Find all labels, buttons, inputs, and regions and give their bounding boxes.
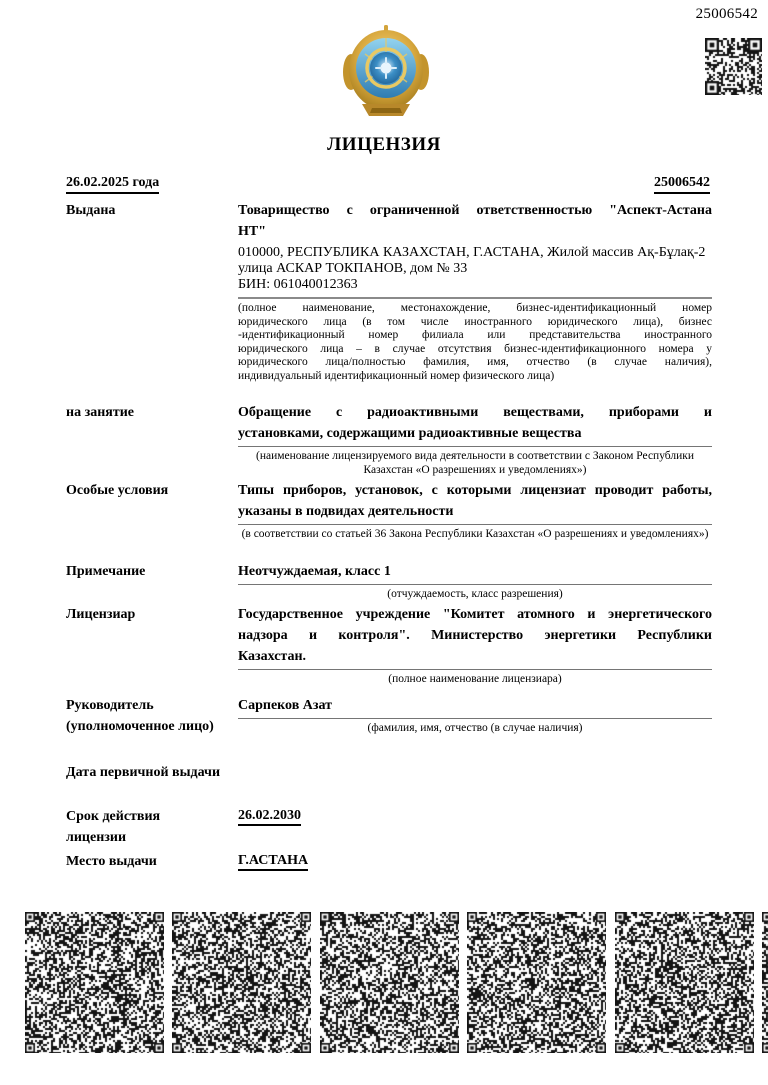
qr-code-icon [705,38,762,95]
stacked-2d-barcode [25,912,164,1053]
stacked-2d-barcode [320,912,459,1053]
field-caption-note: (отчуждаемость, класс разрешения) [387,588,563,600]
field-label-note: Примечание [66,564,146,579]
field-caption-activity: (наименование лицензируемого вида деятельности в соответствии с Законом Республики Казахстан «О разрешениях и уведомлениях») [256,450,694,476]
field-caption-licensor: (полное наименование лицензиара) [388,673,562,685]
license-number: 25006542 [654,175,710,194]
licensor-value: Государственное учреждение "Комитет атомного и энергетического надзора и контроля". Министерство энергетики Республики Казахстан. [238,604,712,670]
field-label-issued-to: Выдана [66,203,116,218]
issue-place-value: Г.АСТАНА [238,853,308,871]
stacked-2d-barcode [467,912,606,1053]
activity-value: Обращение с радиоактивными веществами, приборами и установками, содержащими радиоактивные вещества [238,402,712,447]
field-caption-special-conditions: (в соответствии со статьей 36 Закона Республики Казахстан «О разрешениях и уведомлениях») [241,528,709,540]
kazakhstan-coat-of-arms-icon [342,24,430,118]
field-caption-head: (фамилия, имя, отчество (в случае наличия) [367,722,583,734]
issue-date: 26.02.2025 года [66,175,159,194]
stacked-2d-barcode [762,912,768,1053]
stacked-2d-barcode [172,912,311,1053]
document-number-top: 25006542 [695,6,758,22]
special-conditions-value: Типы приборов, установок, с которыми лицензиат проводит работы, указаны в подвидах деятельности [238,480,712,525]
validity-value: 26.02.2030 [238,808,301,826]
organization-name: Товарищество с ограниченной ответственностью "Аспект-Астана НТ" [238,203,712,239]
stacked-2d-barcode [615,912,754,1053]
field-label-special-conditions: Особые условия [66,483,169,498]
field-label-activity: на занятие [66,405,134,420]
field-caption-issued-to: (полное наименование, местонахождение, бизнес-идентификационный номер юридического лица (в том числе иностранного юридического лица), бизнес -идентификационный номер филиала или представительства иностранного юридического лица – в случае отсутствия бизнес-идентификационного номера у юридического лица/полностью фамилия, имя, отчество (в случае наличия), индивидуальный идентификационный номер физического лица) [238,302,712,382]
field-label-first-issue-date: Дата первичной выдачи [66,765,221,780]
note-value: Неотчуждаемая, класс 1 [238,561,712,585]
field-label-head: Руководитель (уполномоченное лицо) [66,698,214,734]
field-label-issue-place: Место выдачи [66,854,157,869]
head-value: Сарпеков Азат [238,695,712,719]
field-label-licensor: Лицензиар [66,607,136,622]
organization-bin: БИН: 061040012363 [238,277,358,292]
organization-address: 010000, РЕСПУБЛИКА КАЗАХСТАН, Г.АСТАНА, Жилой массив Ақ-Бұлақ-2 улица АСКАР ТОКПАНОВ, дом № 33 БИН: 061040012363 [238,245,712,299]
field-label-validity: Срок действия лицензии [66,809,161,845]
page-title: ЛИЦЕНЗИЯ [327,134,441,155]
